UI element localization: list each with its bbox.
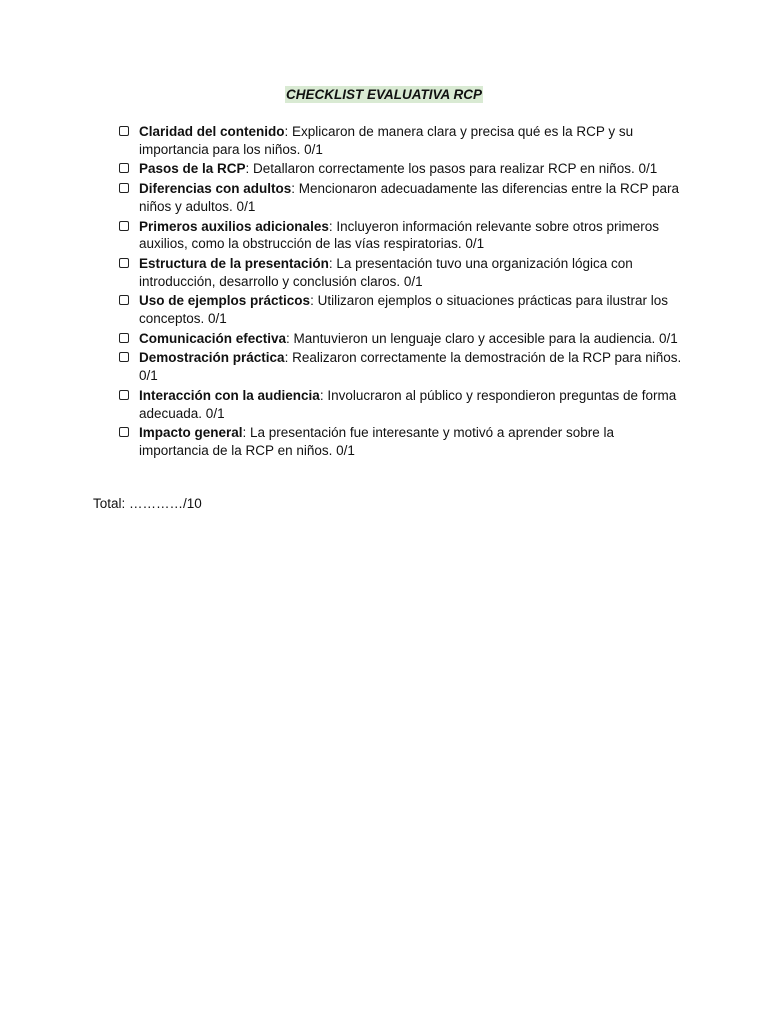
checkbox-icon[interactable] — [119, 163, 129, 173]
criterion-label: Comunicación efectiva — [139, 330, 287, 346]
total-score: Total: …………/10 — [93, 496, 202, 511]
checklist-item — [117, 349, 682, 384]
criterion-description: : La presentación fue interesante y motivó a aprender sobre la importancia de la RCP en niños. 0/1 — [139, 425, 615, 458]
criterion-description: : La presentación tuvo una organización lógica con introducción, desarrollo y conclusión claros. 0/1 — [139, 255, 633, 289]
title-container — [0, 86, 768, 104]
criterion-label: Impacto general — [139, 425, 243, 441]
checkbox-icon[interactable] — [119, 126, 129, 136]
criterion-description: : Mantuvieron un lenguaje claro y accesible para la audiencia. 0/1 — [286, 330, 678, 346]
criterion-label: Claridad del contenido — [139, 124, 285, 139]
checklist-item — [117, 387, 682, 422]
criterion-label: Pasos de la RCP — [139, 161, 246, 177]
checklist — [117, 123, 682, 462]
criterion-description: : Utilizaron ejemplos o situaciones prácticas para ilustrar los conceptos. 0/1 — [139, 293, 668, 327]
criterion-description: : Realizaron correctamente la demostración de la RCP para niños. 0/1 — [139, 350, 682, 384]
checkbox-icon[interactable] — [119, 183, 129, 193]
checklist-item — [117, 160, 682, 178]
checklist-item — [117, 180, 682, 215]
checklist-item — [117, 218, 682, 253]
criterion-label: Diferencias con adultos — [139, 181, 292, 197]
criterion-label: Estructura de la presentación — [139, 255, 329, 271]
checklist-item — [117, 292, 682, 327]
checkbox-icon[interactable] — [119, 221, 129, 231]
checkbox-icon[interactable] — [119, 390, 129, 400]
checkbox-icon[interactable] — [119, 295, 129, 305]
criterion-description: : Detallaron correctamente los pasos para realizar RCP en niños. 0/1 — [245, 161, 658, 177]
checklist-item — [117, 424, 682, 459]
criterion-label: Interacción con la audiencia — [139, 387, 320, 403]
checkbox-icon[interactable] — [119, 352, 129, 362]
checkbox-icon[interactable] — [119, 333, 129, 343]
criterion-label: Demostración práctica — [139, 350, 285, 366]
criterion-description: : Incluyeron información relevante sobre otros primeros auxilios, como la obstrucción de las vías respiratorias. 0/1 — [139, 218, 659, 252]
document-title: CHECKLIST EVALUATIVA RCP — [285, 87, 482, 102]
checkbox-icon[interactable] — [119, 427, 129, 437]
criterion-label: Uso de ejemplos prácticos — [139, 293, 311, 309]
checklist-item — [117, 255, 682, 290]
checklist-item — [117, 123, 682, 158]
criterion-description: : Involucraron al público y respondieron preguntas de forma adecuada. 0/1 — [139, 387, 677, 421]
criterion-description: : Mencionaron adecuadamente las diferencias entre la RCP para niños y adultos. 0/1 — [139, 181, 680, 214]
criterion-label: Primeros auxilios adicionales — [139, 218, 329, 234]
checklist-item — [117, 330, 682, 348]
checkbox-icon[interactable] — [119, 258, 129, 268]
criterion-description: : Explicaron de manera clara y precisa qué es la RCP y su importancia para los niños. 0/1 — [139, 124, 634, 157]
